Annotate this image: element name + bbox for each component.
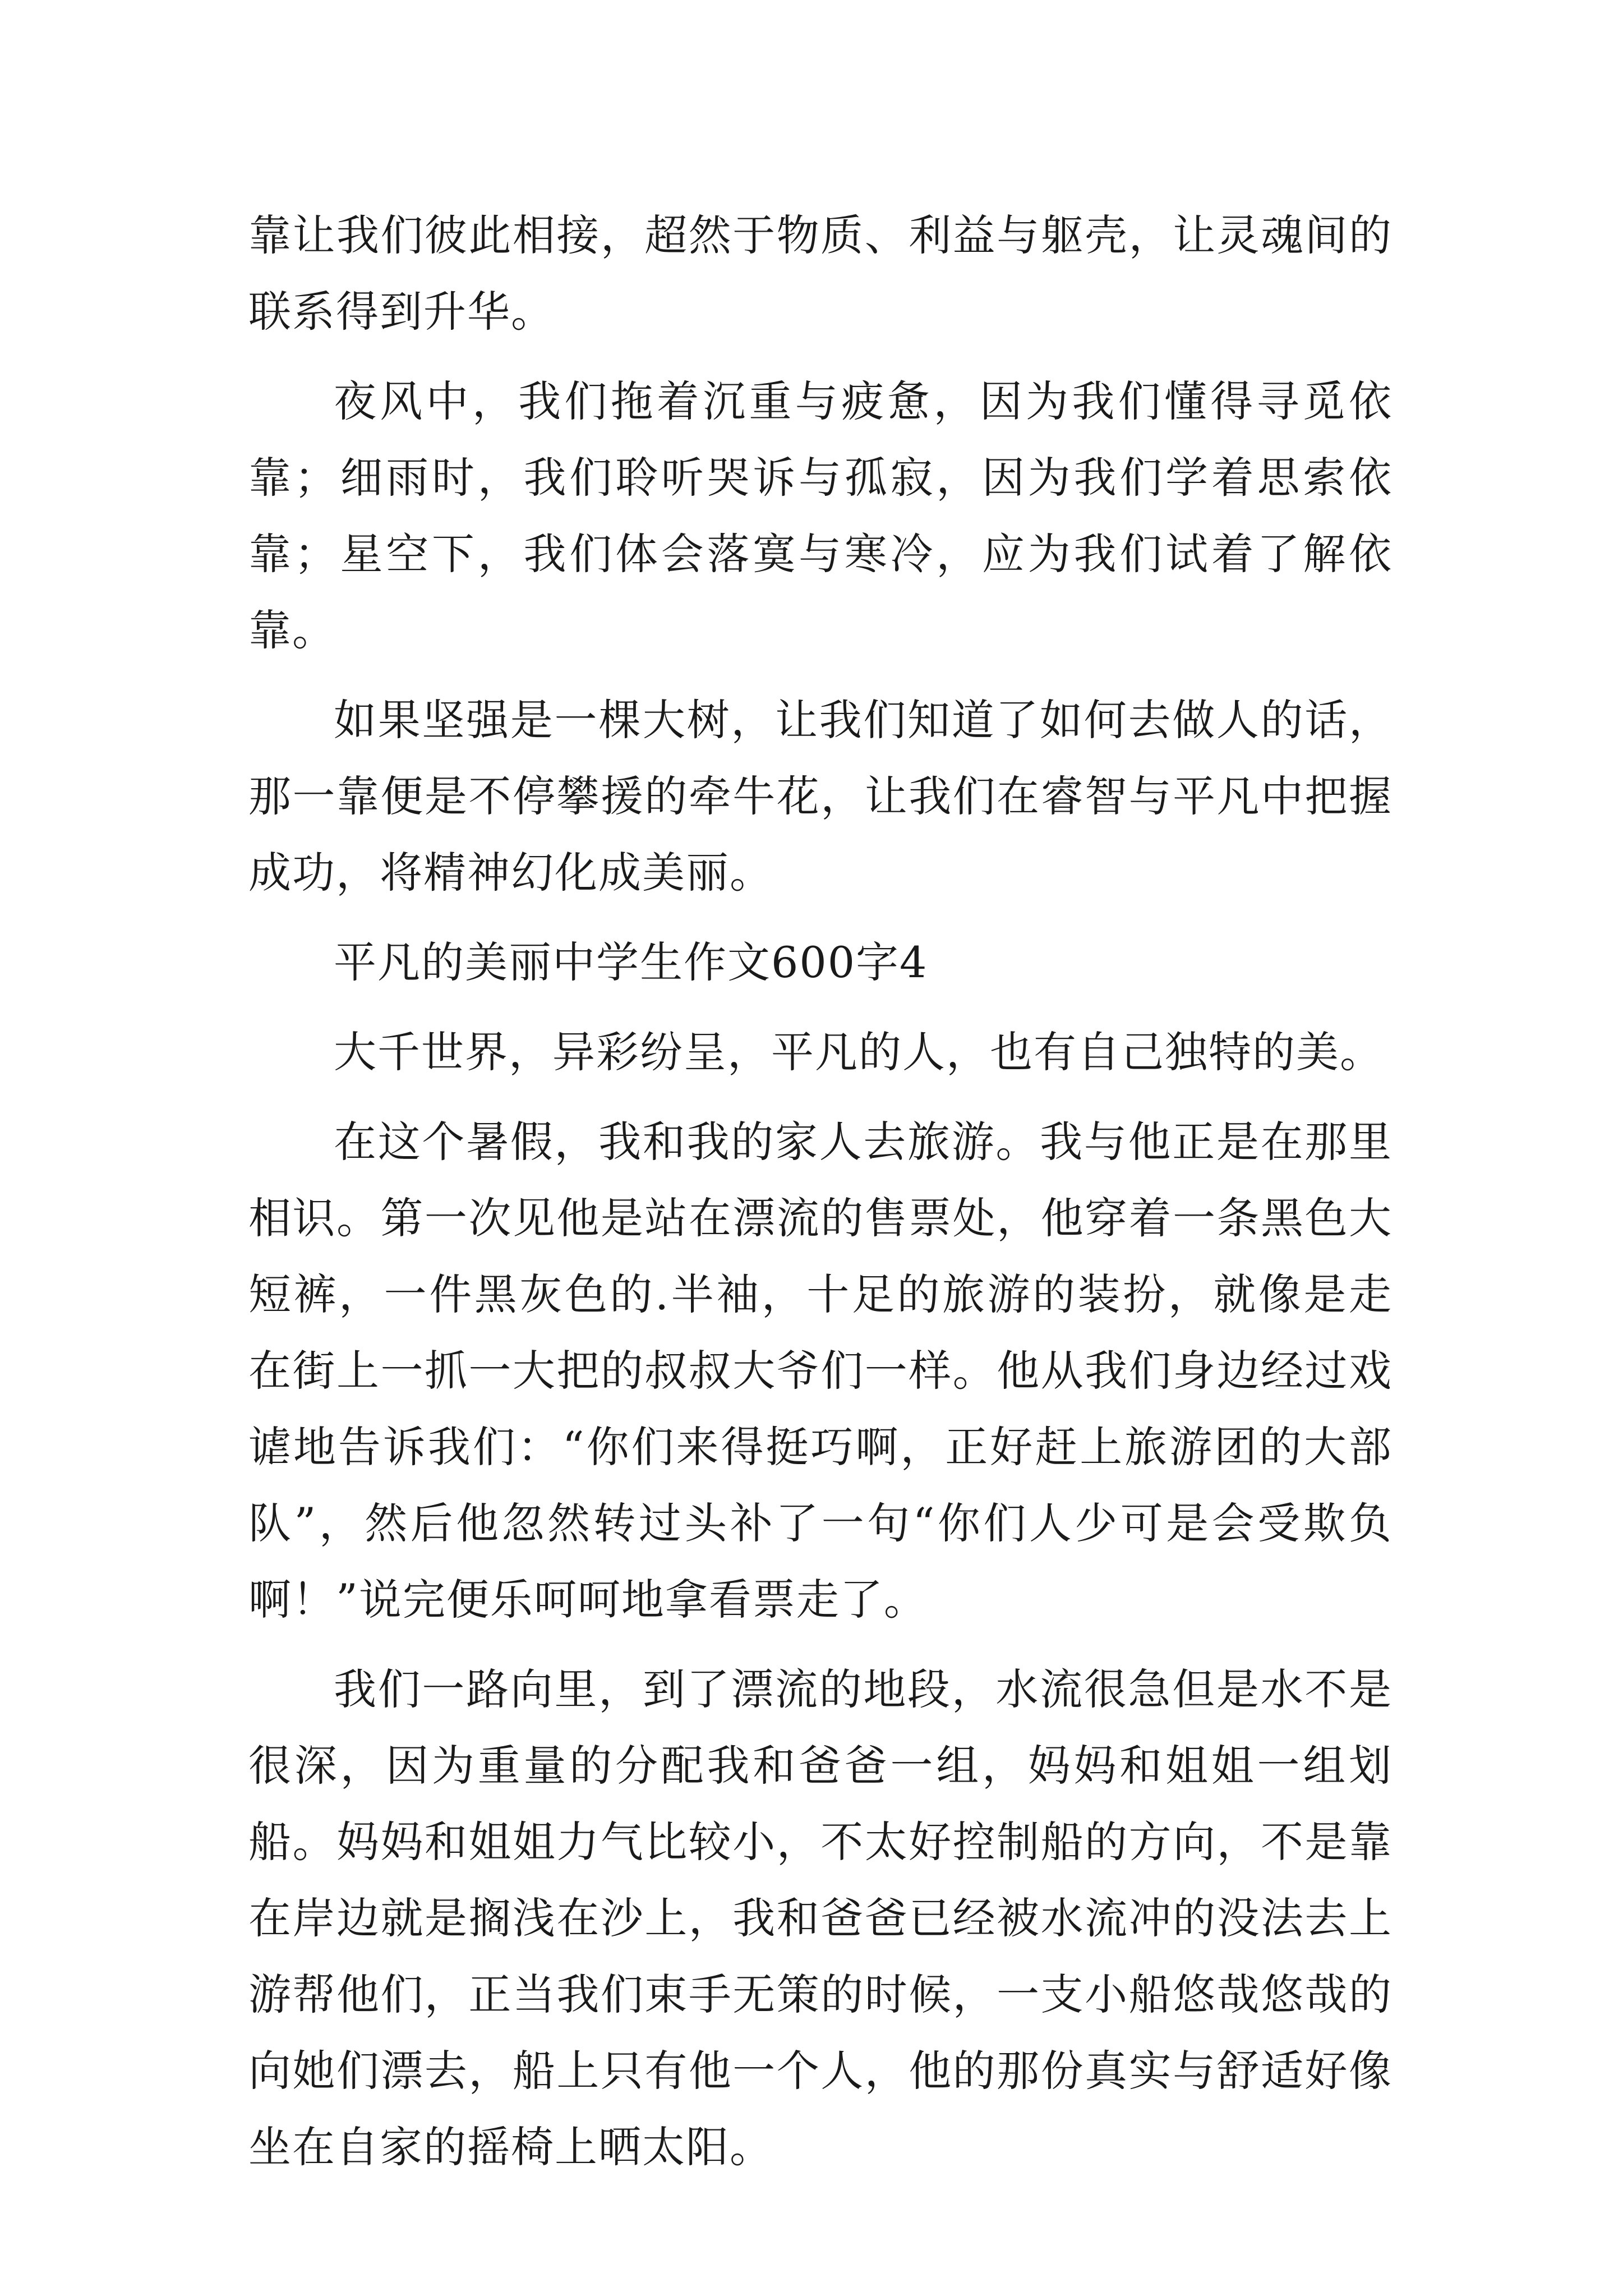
paragraph-continuation: 靠让我们彼此相接，超然于物质、利益与躯壳，让灵魂间的联系得到升华。: [248, 210, 1393, 337]
paragraph-night-wind: 夜风中，我们拖着沉重与疲惫，因为我们懂得寻觅依靠；细雨时，我们聆听哭诉与孤寂，因为我们学着思索依靠；星空下，我们体会落寞与寒冷，应为我们试着了解依靠。: [248, 376, 1393, 655]
essay-title: 平凡的美丽中学生作文600字4: [334, 937, 928, 987]
paragraph-world: 大千世界，异彩纷呈，平凡的人，也有自己独特的美。: [334, 1027, 1384, 1077]
document-body: [248, 197, 1393, 2199]
paragraph-summer-trip: 在这个暑假，我和我的家人去旅游。我与他正是在那里相识。第一次见他是站在漂流的售票处，他穿着一条黑色大短裤，一件黑灰色的.半袖，十足的旅游的装扮，就像是走在街上一抓一大把的叔叔大爷们一样。他从我们身边经过戏谑地告诉我们：“你们来得挺巧啊，正好赶上旅游团的大部队”，然后他忽然转过头补了一句“你们人少可是会受欺负啊！”说完便乐呵呵地拿看票走了。: [248, 1117, 1393, 1625]
paragraph-big-tree: 如果坚强是一棵大树，让我们知道了如何去做人的话，那一靠便是不停攀援的牵牛花，让我们在睿智与平凡中把握成功，将精神幻化成美丽。: [248, 695, 1393, 898]
paragraph-rafting: 我们一路向里，到了漂流的地段，水流很急但是水不是很深，因为重量的分配我和爸爸一组，妈妈和姐姐一组划船。妈妈和姐姐力气比较小，不太好控制船的方向，不是靠在岸边就是搁浅在沙上，我和爸爸已经被水流冲的没法去上游帮他们，正当我们束手无策的时候，一支小船悠哉悠哉的向她们漂去，船上只有他一个人，他的那份真实与舒适好像坐在自家的摇椅上晒太阳。: [248, 1664, 1393, 2172]
